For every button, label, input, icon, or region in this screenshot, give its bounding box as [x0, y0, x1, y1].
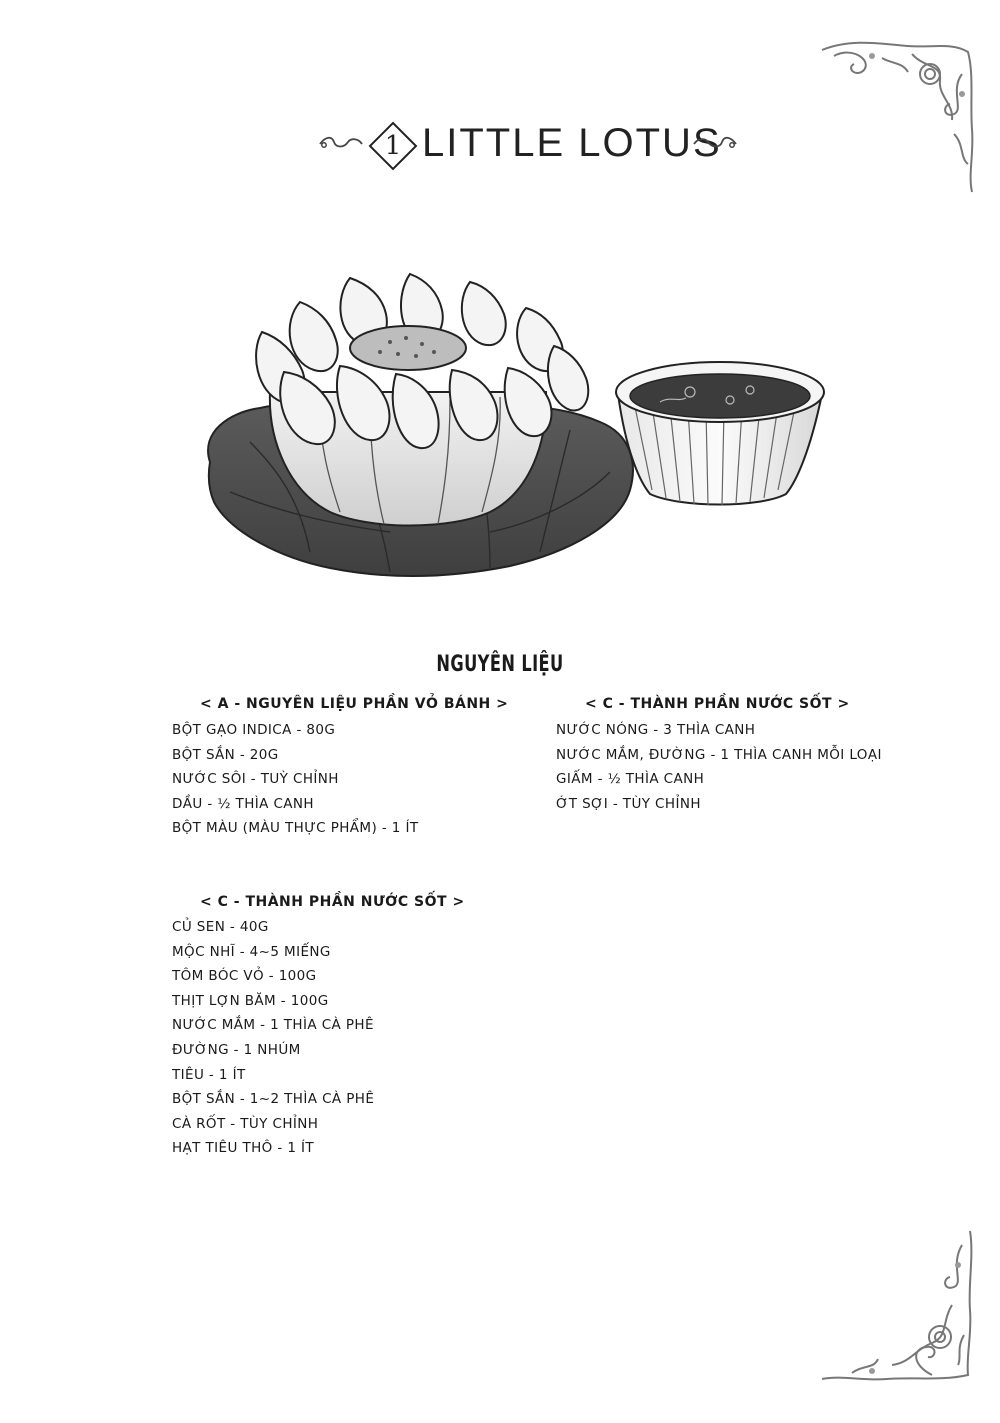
ingredients-heading: NGUYÊN LIỆU [436, 652, 564, 677]
chapter-number: 1 [384, 131, 402, 161]
swirl-left-ornament [318, 136, 364, 152]
sauce-bowl [616, 362, 824, 505]
ingredient-item: GIẤM - ½ THÌA CANH [556, 771, 705, 788]
ingredient-item: NƯỚC MẮM, ĐƯỜNG - 1 THÌA CANH MỖI LOẠI [556, 746, 882, 763]
section-a-list [172, 718, 419, 841]
section-c-right-list [556, 718, 882, 816]
corner-ornament-top [812, 34, 982, 199]
ingredient-item: TÔM BÓC VỎ - 100G [172, 968, 317, 985]
ingredient-item: CỦ SEN - 40G [172, 919, 269, 935]
ingredient-item: HẠT TIÊU THÔ - 1 ÍT [172, 1140, 315, 1157]
ingredient-item: NƯỚC SÔI - TUỲ CHỈNH [172, 771, 339, 788]
ingredient-item: BỘT GẠO INDICA - 80G [172, 722, 336, 738]
ingredient-item: ỚT SỢI - TÙY CHỈNH [556, 795, 701, 812]
lotus-dumpling-illustration [190, 262, 840, 592]
swirl-right-ornament [692, 136, 738, 152]
section-c-right-title: < C - THÀNH PHẦN NƯỚC SỐT > [585, 696, 850, 712]
ingredient-item: BỘT SẮN - 20G [172, 746, 279, 763]
corner-ornament-bottom [812, 1225, 982, 1395]
ingredient-item: CÀ RỐT - TÙY CHỈNH [172, 1115, 319, 1132]
page-title: LITTLE LOTUS [422, 121, 722, 165]
ingredient-item: DẦU - ½ THÌA CANH [172, 795, 314, 812]
ingredient-item: TIÊU - 1 ÍT [172, 1066, 246, 1083]
ingredient-item: BỘT MÀU (MÀU THỰC PHẨM) - 1 ÍT [172, 820, 419, 837]
ingredient-item: MỘC NHĨ - 4~5 MIẾNG [172, 943, 331, 960]
ingredient-item: ĐƯỜNG - 1 NHÚM [172, 1041, 301, 1058]
chapter-badge [368, 121, 418, 171]
ingredient-item: BỘT SẮN - 1~2 THÌA CÀ PHÊ [172, 1091, 375, 1108]
section-c-left-title: < C - THÀNH PHẦN NƯỚC SỐT > [200, 894, 465, 910]
ingredient-item: NƯỚC MẮM - 1 THÌA CÀ PHÊ [172, 1017, 374, 1034]
section-a-title: < A - NGUYÊN LIỆU PHẦN VỎ BÁNH > [200, 696, 509, 712]
ingredient-item: THỊT LỢN BĂM - 100G [172, 992, 329, 1009]
section-c-left-list [172, 915, 374, 1161]
chapter-title [318, 118, 738, 174]
ingredient-item: NƯỚC NÓNG - 3 THÌA CANH [556, 722, 756, 738]
